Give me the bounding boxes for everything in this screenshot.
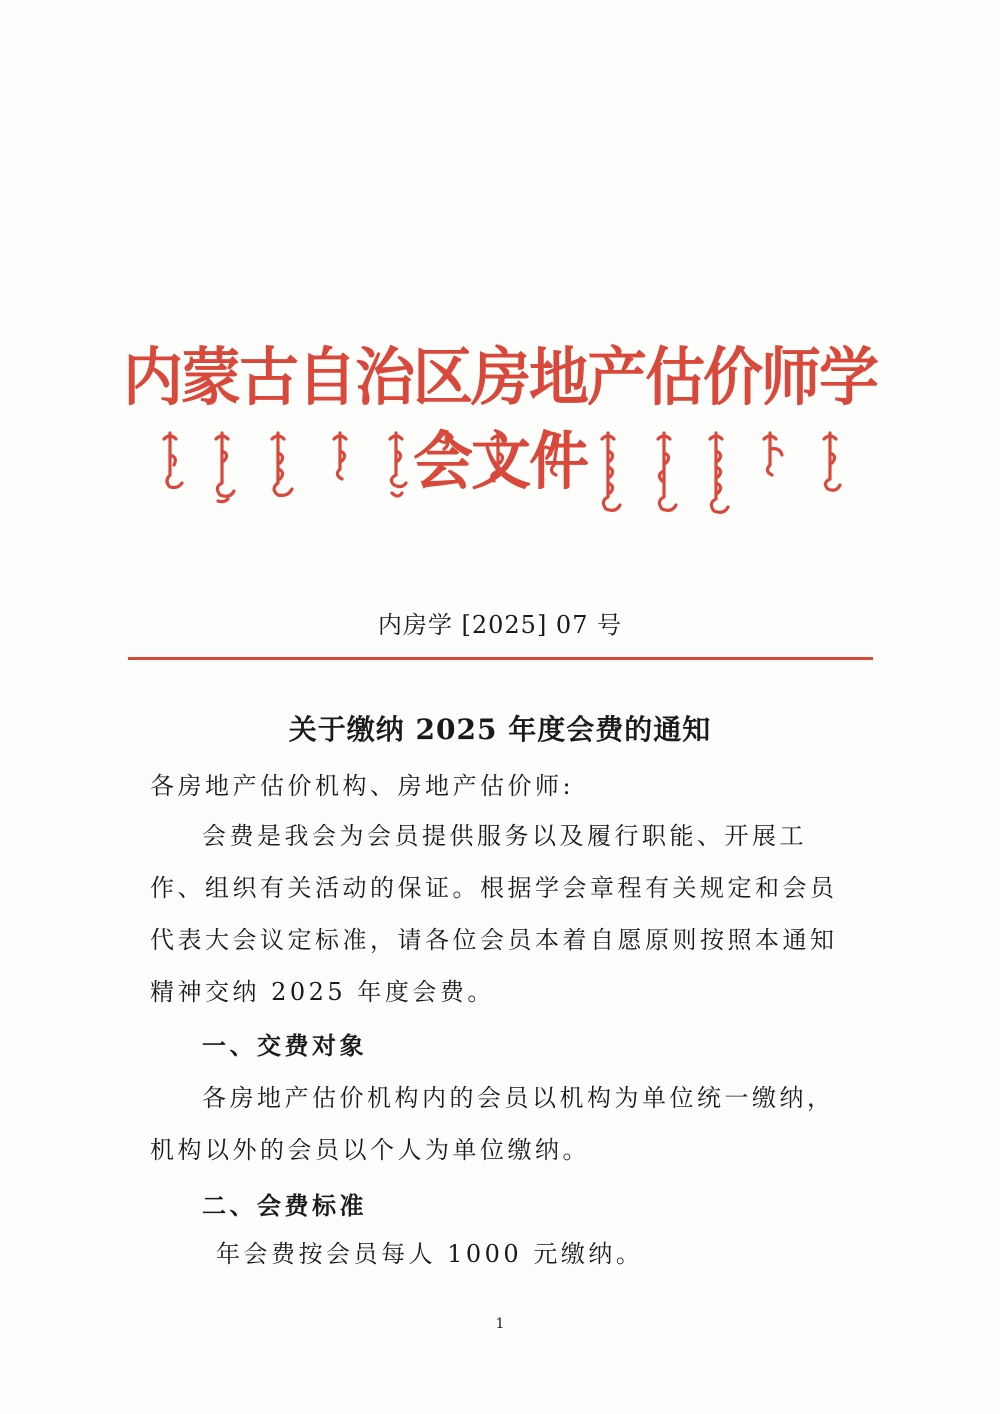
mongolian-script-graphic [150, 425, 850, 525]
red-divider-line [128, 657, 873, 660]
section2-paragraph: 年会费按会员每人 1000 元缴纳。 [216, 1240, 644, 1268]
section2-heading: 二、会费标准 [202, 1191, 367, 1220]
document-number: 内房学 [2025] 07 号 [377, 611, 623, 639]
mongolian-script-title [150, 425, 850, 525]
page-number: 1 [495, 1316, 505, 1332]
salutation: 各房地产估价机构、房地产估价师: [150, 772, 575, 800]
section1-heading: 一、交费对象 [202, 1031, 367, 1060]
intro-paragraph: 会费是我会为会员提供服务以及履行职能、开展工作、组织有关活动的保证。根据学会章程有关规定和会员代表大会议定标准，请各位会员本着自愿原则按照本通知精神交纳 2025 年度会费。 [150, 822, 838, 1006]
notice-title: 关于缴纳 2025 年度会费的通知 [288, 713, 712, 746]
org-masthead-title: 内蒙古自治区房地产估价师学会文件 [123, 341, 877, 499]
section1-paragraph: 各房地产估价机构内的会员以机构为单位统一缴纳，机构以外的会员以个人为单位缴纳。 [150, 1084, 835, 1164]
